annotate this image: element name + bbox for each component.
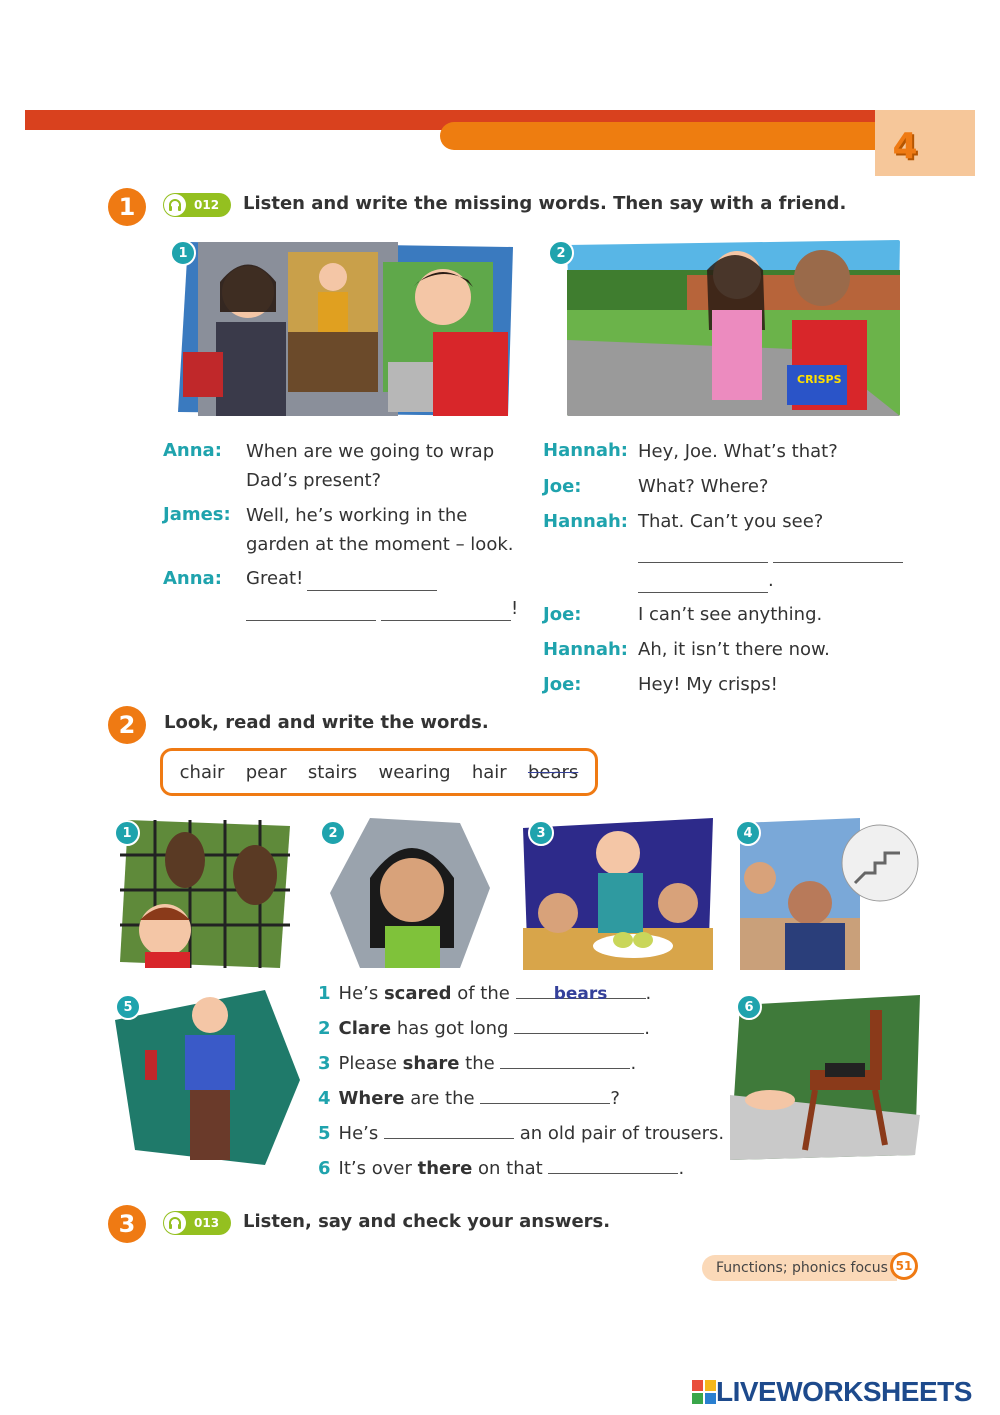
audio-track-012[interactable] <box>163 193 231 217</box>
liveworksheets-logo <box>692 1374 972 1410</box>
header-bar-orange <box>440 122 900 150</box>
word-bank-item: wearing <box>378 761 451 783</box>
ex1-picture-1 <box>178 242 513 416</box>
dialogue-2-line: Hey, Joe. What’s that? <box>638 441 838 462</box>
dialogue-2-speaker: Joe: <box>543 604 582 625</box>
ex2-picture-1 <box>120 820 290 968</box>
answer-blank[interactable] <box>500 1046 630 1069</box>
watermark-text: LIVEWORKSHEETS <box>716 1376 972 1407</box>
sentence-3: 3 Please share the . <box>318 1046 636 1081</box>
exercise-3-instruction: Listen, say and check your answers. <box>243 1211 611 1232</box>
dialogue-2-line: What? Where? <box>638 476 769 497</box>
ex2-picture-3-number: 3 <box>528 820 554 846</box>
dialogue-2-speaker: Joe: <box>543 476 582 497</box>
dialogue-2-speaker: Hannah: <box>543 511 628 532</box>
dialogue-2-line: Hey! My crisps! <box>638 674 778 695</box>
exercise-2-number: 2 <box>108 706 146 744</box>
word-bank-item: stairs <box>307 761 358 783</box>
dialogue-2-line: I can’t see anything. <box>638 604 823 625</box>
sentence-4: 4 Where are the ? <box>318 1081 620 1116</box>
page-number: 51 <box>890 1252 918 1280</box>
dialogue-1-speaker: Anna: <box>163 440 222 461</box>
audio-code: 012 <box>194 198 220 212</box>
headphones-icon <box>164 1212 186 1234</box>
word-bank-item: chair <box>179 761 225 783</box>
exercise-3-number: 3 <box>108 1205 146 1243</box>
dialogue-2-speaker: Hannah: <box>543 440 628 461</box>
sentence-2: 2 Clare has got long . <box>318 1011 650 1046</box>
ex2-picture-5-number: 5 <box>115 994 141 1020</box>
dialogue-1-speaker: Anna: <box>163 568 222 589</box>
audio-code: 013 <box>194 1216 220 1230</box>
answer-blank[interactable] <box>381 598 511 621</box>
answer-blank[interactable] <box>516 976 646 1004</box>
answer-blank[interactable] <box>548 1151 678 1174</box>
ex1-picture-2 <box>567 240 900 416</box>
dialogue-1-line: When are we going to wrap Dad’s present? <box>246 441 495 491</box>
ex1-picture-1-number: 1 <box>170 240 196 266</box>
ex2-picture-4-number: 4 <box>735 820 761 846</box>
ex2-picture-2-number: 2 <box>320 820 346 846</box>
answer-blank[interactable] <box>638 570 768 593</box>
audio-track-013[interactable] <box>163 1211 231 1235</box>
answer-blank[interactable] <box>480 1081 610 1104</box>
sentence-5: 5 He’s an old pair of trousers. <box>318 1116 724 1151</box>
word-bank-item: hair <box>471 761 507 783</box>
answer-blank[interactable] <box>384 1116 514 1139</box>
dialogue-1-line: Well, he’s working in the garden at the moment – look. <box>246 505 514 555</box>
answer-blank[interactable] <box>773 540 903 563</box>
dialogue-1-speaker: James: <box>163 504 231 525</box>
answer-blank[interactable] <box>307 568 437 591</box>
answer-blank[interactable] <box>246 598 376 621</box>
ex2-picture-3 <box>523 818 713 970</box>
dialogue-2-line: Ah, it isn’t there now. <box>638 639 830 660</box>
exercise-1-number: 1 <box>108 188 146 226</box>
sentence-1: 1 He’s scared of the bears . <box>318 976 651 1011</box>
dialogue-2-speaker: Hannah: <box>543 639 628 660</box>
answer-blank[interactable] <box>638 540 768 563</box>
sentence-end-mark: ! <box>511 598 519 619</box>
liveworksheets-icon <box>692 1380 716 1404</box>
ex2-picture-6-number: 6 <box>736 994 762 1020</box>
crisps-bag-label: CRISPS <box>797 373 842 386</box>
dialogue-1-line: Great! <box>246 568 304 589</box>
headphones-icon <box>164 194 186 216</box>
dialogue-2-line: That. Can’t you see? <box>638 511 824 532</box>
unit-number: 4 <box>892 126 918 167</box>
answer-text: bears <box>553 984 608 1004</box>
ex2-picture-1-number: 1 <box>114 820 140 846</box>
word-bank-item: pear <box>245 761 287 783</box>
answer-blank[interactable] <box>514 1011 644 1034</box>
exercise-1-instruction: Listen and write the missing words. Then say with a friend. <box>243 193 847 214</box>
word-bank <box>160 748 598 796</box>
ex1-picture-2-number: 2 <box>548 240 574 266</box>
word-bank-item-used: bears <box>527 761 579 783</box>
ex2-picture-4 <box>740 818 920 970</box>
sentence-6: 6 It’s over there on that . <box>318 1151 684 1186</box>
ex2-picture-5 <box>115 990 300 1165</box>
ex2-picture-6 <box>730 995 920 1160</box>
sentence-end-mark: . <box>768 570 774 591</box>
ex2-picture-2 <box>330 818 490 968</box>
footer-label: Functions; phonics focus <box>702 1255 897 1281</box>
exercise-2-instruction: Look, read and write the words. <box>164 712 489 733</box>
dialogue-2-speaker: Joe: <box>543 674 582 695</box>
